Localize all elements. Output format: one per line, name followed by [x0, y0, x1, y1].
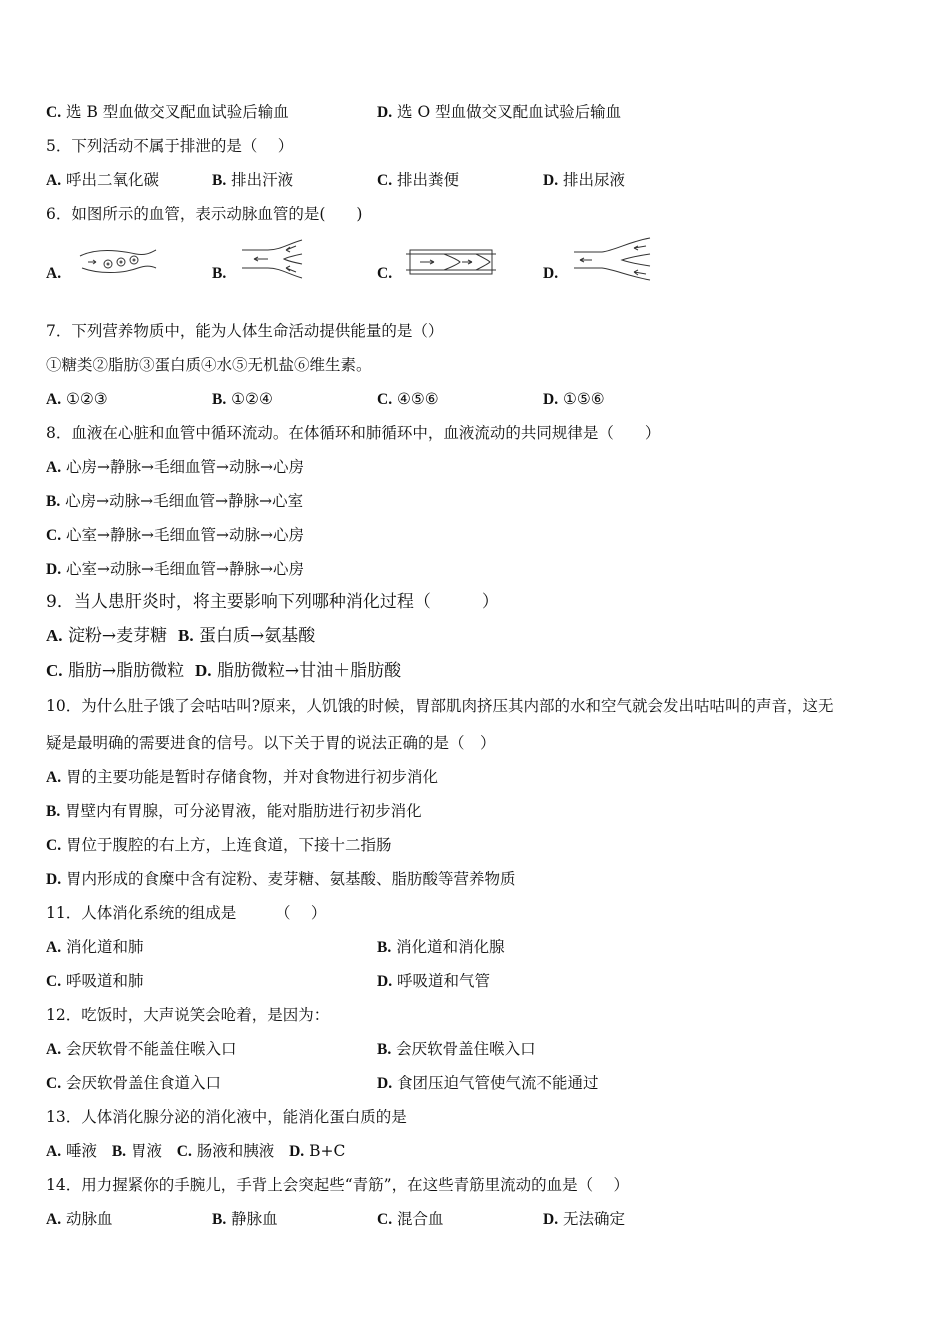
option-label: D. [195, 661, 212, 680]
q4-option-d[interactable] [377, 102, 621, 123]
q12-option-c[interactable] [46, 1073, 221, 1094]
option-label: C. [46, 104, 62, 121]
q10-option-d[interactable] [46, 869, 516, 890]
option-label: D. [46, 871, 62, 888]
q11-option-c[interactable] [46, 971, 144, 992]
option-text: 心房→静脉→毛细血管→动脉→心房 [66, 458, 304, 476]
option-text: 蛋白质→氨基酸 [199, 626, 316, 646]
option-text: 心房→动脉→毛细血管→静脉→心室 [65, 492, 304, 510]
option-label: C. [46, 837, 62, 854]
option-label: A. [46, 1143, 62, 1160]
q12-stem: 12．吃饭时，大声说笑会呛着，是因为： [46, 1006, 330, 1024]
option-text: 会厌软骨不能盖住喉入口 [66, 1040, 237, 1058]
q6-option-c[interactable] [377, 263, 392, 284]
option-label: D. [377, 973, 393, 990]
option-text: 消化道和消化腺 [396, 938, 505, 956]
option-label: C. [46, 661, 63, 680]
option-label: C. [377, 172, 393, 189]
option-text: 胃内形成的食糜中含有淀粉、麦芽糖、氨基酸、脂肪酸等营养物质 [66, 870, 516, 888]
q10-stem-line-1: 10．为什么肚子饿了会咕咕叫?原来，人饥饿的时候，胃部肌肉挤压其内部的水和空气就会发出咕咕叫的声音，这无 [46, 697, 834, 715]
q8-stem: 8．血液在心脏和血管中循环流动。在体循环和肺循环中，血液流动的共同规律是（ ） [46, 424, 661, 442]
option-text: 肠液和胰液 [196, 1142, 275, 1160]
option-text: 心室→动脉→毛细血管→静脉→心房 [66, 560, 304, 578]
q6-option-b[interactable] [212, 263, 226, 284]
option-label: A. [46, 459, 62, 476]
q10-stem-line-2: 疑是最明确的需要进食的信号。以下关于胃的说法正确的是（ ） [46, 734, 496, 752]
option-text: 唾液 [66, 1142, 98, 1160]
option-label: B. [212, 391, 227, 408]
option-text: 排出尿液 [563, 171, 626, 189]
vein-valve-figure [404, 246, 498, 278]
option-label: A. [46, 391, 62, 408]
option-text: 混合血 [397, 1210, 444, 1228]
q11-stem: 11．人体消化系统的组成是 （ ） [46, 904, 327, 922]
option-label: D. [543, 265, 559, 282]
option-text: 动脉血 [66, 1210, 113, 1228]
q11-option-d[interactable] [377, 971, 490, 992]
option-label: A. [46, 265, 62, 282]
option-label: A. [46, 939, 62, 956]
option-text: 排出汗液 [231, 171, 294, 189]
option-label: C. [377, 391, 393, 408]
option-text: 胃液 [130, 1142, 162, 1160]
option-label: B. [212, 1211, 227, 1228]
q7-item-list: ①糖类②脂肪③蛋白质④水⑤无机盐⑥维生素。 [46, 356, 372, 374]
option-text: 胃的主要功能是暂时存储食物，并对食物进行初步消化 [66, 768, 439, 786]
q13-options-row[interactable] [46, 1141, 345, 1162]
option-text: 脂肪→脂肪微粒 [67, 661, 185, 681]
q12-option-b[interactable] [377, 1039, 536, 1060]
option-text: 选 B 型血做交叉配血试验后输血 [66, 103, 289, 121]
q6-stem: 6．如图所示的血管，表示动脉血管的是( ) [46, 205, 363, 223]
q14-option-d[interactable] [543, 1209, 625, 1230]
q13-stem: 13．人体消化腺分泌的消化液中，能消化蛋白质的是 [46, 1108, 407, 1126]
option-label: B. [377, 939, 392, 956]
q9-options-row-1[interactable] [46, 626, 315, 646]
option-text: 心室→静脉→毛细血管→动脉→心房 [66, 526, 304, 544]
q7-stem: 7．下列营养物质中，能为人体生命活动提供能量的是（） [46, 322, 444, 340]
q10-option-c[interactable] [46, 835, 392, 856]
option-label: B. [111, 1143, 127, 1160]
q6-option-a[interactable] [46, 263, 61, 284]
option-label: B. [46, 493, 61, 510]
option-label: D. [543, 1211, 559, 1228]
option-label: D. [289, 1143, 305, 1160]
option-label: A. [46, 626, 63, 645]
q11-option-a[interactable] [46, 937, 144, 958]
option-text: 选 O 型血做交叉配血试验后输血 [397, 103, 622, 121]
option-text: 淀粉→麦芽糖 [67, 626, 168, 646]
option-label: A. [46, 769, 62, 786]
option-text: 会厌软骨盖住食道入口 [66, 1074, 222, 1092]
capillary-vessel-figure [78, 244, 158, 278]
q14-stem: 14．用力握紧你的手腕儿，手背上会突起些“青筋”，在这些青筋里流动的血是（ ） [46, 1176, 630, 1194]
q9-options-row-2[interactable] [46, 661, 401, 681]
q8-option-a[interactable] [46, 457, 304, 478]
option-label: A. [46, 172, 62, 189]
q8-option-c[interactable] [46, 525, 304, 546]
option-label: B. [212, 265, 227, 282]
q10-option-a[interactable] [46, 767, 438, 788]
option-label: B. [178, 626, 194, 645]
option-label: D. [46, 561, 62, 578]
q5-option-a[interactable] [46, 170, 159, 191]
q6-option-d[interactable] [543, 263, 558, 284]
q5-stem: 5．下列活动不属于排泄的是（ ） [46, 137, 294, 155]
q11-option-b[interactable] [377, 937, 505, 958]
option-text: ①②④ [231, 390, 273, 408]
q8-option-d[interactable] [46, 559, 304, 580]
option-text: 呼吸道和肺 [66, 972, 144, 990]
q8-option-b[interactable] [46, 491, 303, 512]
q12-option-d[interactable] [377, 1073, 599, 1094]
q14-option-a[interactable] [46, 1209, 113, 1230]
option-text: 胃位于腹腔的右上方，上连食道，下接十二指肠 [66, 836, 392, 854]
option-text: 呼出二氧化碳 [66, 171, 160, 189]
option-label: C. [46, 1075, 62, 1092]
q7-option-a[interactable] [46, 389, 108, 410]
option-text: ①⑤⑥ [563, 390, 605, 408]
q14-option-c[interactable] [377, 1209, 444, 1230]
option-text: ④⑤⑥ [397, 390, 439, 408]
q9-stem: 9．当人患肝炎时，将主要影响下列哪种消化过程（ ） [46, 592, 499, 612]
q5-option-b[interactable] [212, 170, 293, 191]
q7-option-c[interactable] [377, 389, 439, 410]
option-label: B. [377, 1041, 392, 1058]
option-text: B+C [309, 1142, 346, 1160]
option-text: 排出粪便 [397, 171, 460, 189]
option-label: C. [46, 527, 62, 544]
option-text: 消化道和肺 [66, 938, 144, 956]
option-text: 脂肪微粒→甘油＋脂肪酸 [216, 661, 402, 681]
option-label: D. [543, 172, 559, 189]
option-text: 呼吸道和气管 [397, 972, 491, 990]
branching-artery-figure [572, 236, 654, 282]
option-label: B. [212, 172, 227, 189]
option-label: D. [543, 391, 559, 408]
option-label: B. [46, 803, 61, 820]
option-label: C. [176, 1143, 192, 1160]
option-label: A. [46, 1041, 62, 1058]
option-label: C. [377, 265, 393, 282]
option-text: 会厌软骨盖住喉入口 [396, 1040, 536, 1058]
option-label: D. [377, 104, 393, 121]
option-label: D. [377, 1075, 393, 1092]
q7-option-d[interactable] [543, 389, 605, 410]
q5-option-c[interactable] [377, 170, 459, 191]
q10-option-b[interactable] [46, 801, 422, 822]
option-text: 静脉血 [231, 1210, 278, 1228]
option-label: A. [46, 1211, 62, 1228]
q5-option-d[interactable] [543, 170, 625, 191]
q14-option-b[interactable] [212, 1209, 278, 1230]
q12-option-a[interactable] [46, 1039, 237, 1060]
q7-option-b[interactable] [212, 389, 273, 410]
option-label: C. [46, 973, 62, 990]
q4-option-c[interactable] [46, 102, 289, 123]
option-text: 无法确定 [563, 1210, 626, 1228]
option-text: ①②③ [66, 390, 108, 408]
option-text: 食团压迫气管使气流不能通过 [397, 1074, 599, 1092]
option-label: C. [377, 1211, 393, 1228]
merging-vessel-figure [240, 238, 306, 280]
option-text: 胃壁内有胃腺，可分泌胃液，能对脂肪进行初步消化 [65, 802, 422, 820]
